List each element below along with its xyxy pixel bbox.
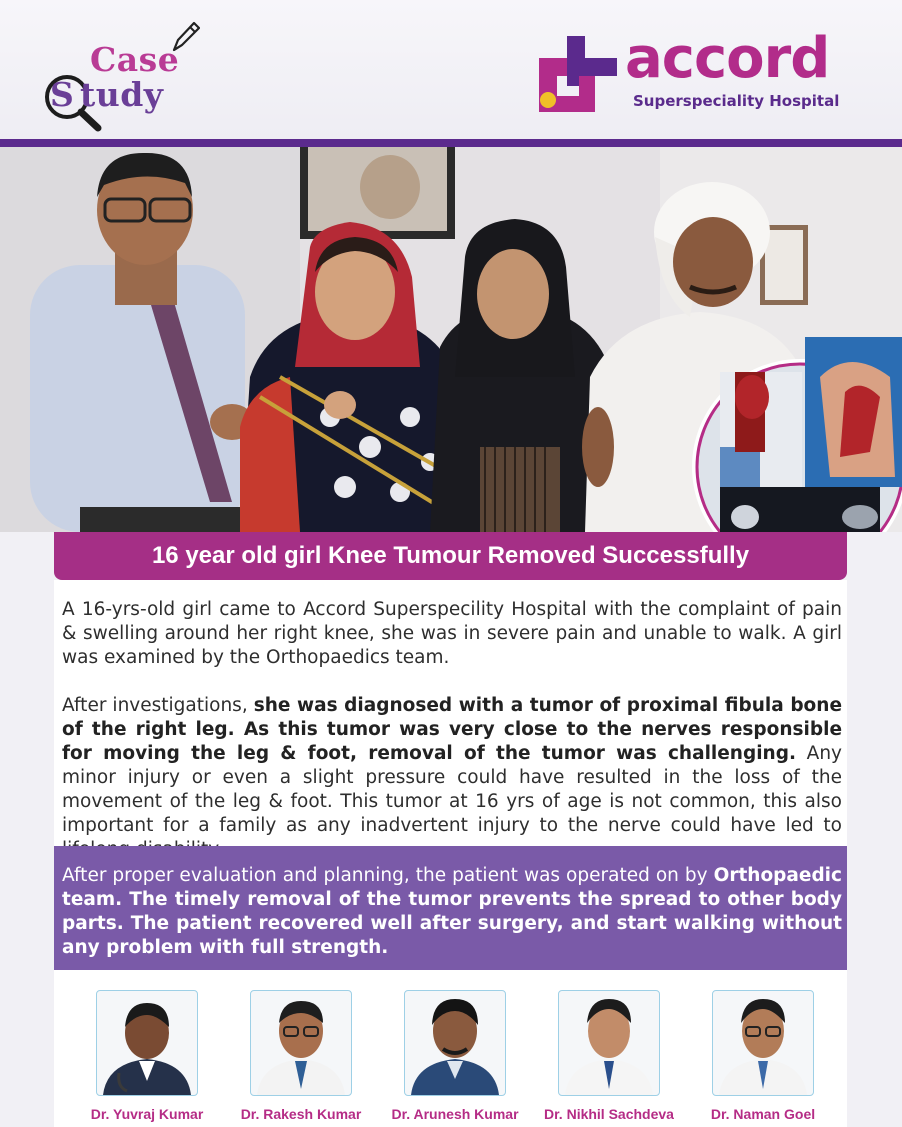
- doctor-name: Dr. Naman Goel: [710, 1106, 816, 1122]
- paragraph-diagnosis: [62, 694, 842, 862]
- hospital-cross-logo-icon: [535, 36, 617, 114]
- diagnosis-lead-text: After investigations,: [62, 695, 254, 716]
- doctor-portrait-icon: [713, 991, 813, 1095]
- outcome-bold-text: Orthopaedic team. The timely removal of the tumor prevents the spread to other body parts. The patient recovered well after surgery, and start walking without any problem with full strength.: [62, 865, 842, 958]
- doctor-portrait-icon: [251, 991, 351, 1095]
- doctor-photo: [558, 990, 660, 1096]
- outcome-lead-text: After proper evaluation and planning, the patient was operated on by: [62, 865, 714, 886]
- doctor-name: Dr. Arunesh Kumar: [391, 1106, 519, 1122]
- badge-study-text: [50, 75, 164, 114]
- diagnosis-bold-text: she was diagnosed with a tumor of proximal fibula bone of the right leg. As this tumor was very close to the nerves responsible for moving the leg & foot, removal of the tumor was challenging.: [62, 695, 842, 764]
- doctors-team: [54, 970, 847, 1127]
- accord-logo: [535, 26, 865, 118]
- logo-subtitle: Superspeciality Hospital: [633, 92, 840, 110]
- badge-study-rest: tudy: [80, 75, 164, 114]
- badge-case-text: Case: [90, 40, 180, 79]
- doctor-card: [686, 990, 840, 1127]
- diagnosis-tail-text: Any minor injury or even a slight pressure could have resulted in the loss of the movement of the leg & foot. This tumor at 16 yrs of age is not common, this also important for a family as any inadvertent injury to the nerve could have led to: [62, 743, 842, 836]
- doctor-photo: [712, 990, 814, 1096]
- badge-study-s-letter: S: [50, 75, 75, 114]
- paragraph-outcome: [62, 864, 842, 960]
- doctor-name: Dr. Nikhil Sachdeva: [544, 1106, 674, 1122]
- doctor-photo: [96, 990, 198, 1096]
- doctor-card: [224, 990, 378, 1127]
- headline-bar: 16 year old girl Knee Tumour Removed Successfully: [54, 532, 847, 580]
- doctor-card: [378, 990, 532, 1127]
- doctor-portrait-icon: [559, 991, 659, 1095]
- doctor-name: Dr. Rakesh Kumar: [240, 1106, 362, 1122]
- case-study-badge: [40, 20, 210, 130]
- doctor-photo: [404, 990, 506, 1096]
- doctor-portrait-icon: [405, 991, 505, 1095]
- doctor-card: [532, 990, 686, 1127]
- doctor-name: Dr. Yuvraj Kumar: [90, 1106, 204, 1122]
- doctor-card: [70, 990, 224, 1127]
- paragraph-intro: A 16-yrs-old girl came to Accord Superspecility Hospital with the complaint of pain & swelling around her right knee, she was in severe pain and unable to walk. A girl was examined by the Orthopaedics team.: [62, 599, 842, 668]
- page-header: [0, 0, 902, 140]
- patient-photo: [0, 147, 902, 532]
- article-body: [54, 580, 847, 970]
- doctor-photo: [250, 990, 352, 1096]
- doctor-portrait-icon: [97, 991, 197, 1095]
- outcome-highlight-box: [54, 846, 847, 970]
- header-divider: [0, 139, 902, 147]
- logo-name: accord: [625, 26, 830, 91]
